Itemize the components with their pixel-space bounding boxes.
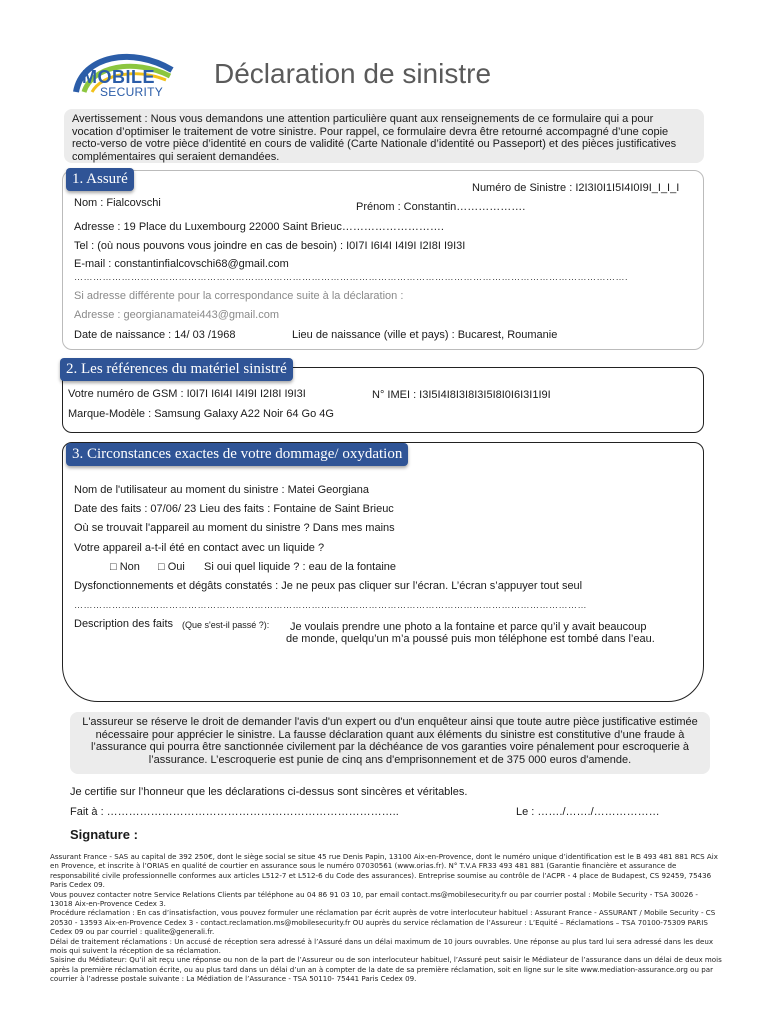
adresse-field: Adresse : 19 Place du Luxembourg 22000 Saint Brieuc………………………. bbox=[74, 221, 444, 233]
description-line-1: Je voulais prendre une photo a la fontaine et parce qu’il y avait beaucoup bbox=[290, 621, 647, 633]
checkbox-oui[interactable]: □ Oui bbox=[158, 561, 185, 573]
birth-date-field: Date de naissance : 14/ 03 /1968 bbox=[74, 329, 236, 341]
imei-field: N° IMEI : I3I5I4I8I3I8I3I5I8I0I6I3I1I9I bbox=[372, 389, 551, 401]
section-3-title: 3. Circonstances exactes de votre dommage/ oxydation bbox=[66, 443, 408, 466]
date-place-field: Date des faits : 07/06/ 23 Lieu des faits : Fontaine de Saint Brieuc bbox=[74, 503, 394, 515]
model-field: Marque-Modèle : Samsung Galaxy A22 Noir 64 Go 4G bbox=[68, 408, 334, 420]
logo-security-text: SECURITY bbox=[100, 85, 164, 99]
legal-paragraph: Assurant France - SAS au capital de 392 250€, dont le siège social se situe 45 rue Denis Papin, 13100 Aix-en-Provence, dont le numéro unique d’identification est le B 493 481 881 RCS Aix en Provence, et inscrite à l’ORIAS en qualité de courtier en assurance sous le numéro 07030561 (www.orias.fr). N° T.V.A FR33 493 481 881 (Garantie financière et assurance de responsabilité civile professionnelle conformes aux articles L512-7 et L512-6 du Code des assurances). Entreprise soumise au contrôle de l’ACPR - 4 place de Budapest, CS 92459, 75436 Paris Cedex 09. bbox=[50, 852, 718, 890]
alt-address-field: Adresse : georgianamatei443@gmail.com bbox=[74, 309, 279, 321]
dysfunction-field: Dysfonctionnements et dégâts constatés : Je ne peux pas cliquer sur l’écran. L’écran s’appuyer tout seul bbox=[74, 580, 583, 592]
alt-address-note: Si adresse différente pour la correspondance suite à la déclaration : bbox=[74, 290, 404, 302]
legal-footer bbox=[50, 852, 722, 984]
description-line-2: de monde, quelqu’un m’a poussé puis mon téléphone est tombé dans l’eau. bbox=[286, 633, 655, 645]
logo-mobile-text: MOBILE bbox=[82, 67, 155, 87]
section-2-title: 2. Les références du matériel sinistré bbox=[60, 358, 293, 381]
dotted-line-3: ……………………………………………………………………………………………………………………………………………… bbox=[74, 600, 587, 610]
prenom-field: Prénom : Constantin………………. bbox=[356, 201, 526, 213]
page-title: Déclaration de sinistre bbox=[214, 58, 492, 89]
birth-place-field: Lieu de naissance (ville et pays) : Bucarest, Roumanie bbox=[292, 329, 558, 341]
section-1-title: 1. Assuré bbox=[66, 168, 134, 191]
legal-paragraph: Délai de traitement réclamations : Un accusé de réception sera adressé à l’Assuré dans un délai maximum de 10 jours ouvrables. Une réponse au plus tard lui sera adressé dans les deux mois qui suivent la réception de sa réclamation. bbox=[50, 936, 714, 956]
dotted-line: …………………………………………………………………………………………………………………………………………………………. bbox=[74, 272, 629, 282]
checkbox-non[interactable]: □ Non bbox=[110, 561, 140, 573]
description-label: Description des faits bbox=[74, 618, 174, 630]
certify-text: Je certifie sur l’honneur que les déclarations ci-dessus sont sincères et véritables. bbox=[70, 786, 468, 798]
liquid-question: Votre appareil a-t-il été en contact avec un liquide ? bbox=[74, 542, 325, 554]
warning-note: Avertissement : Nous vous demandons une attention particulière quant aux renseignements de ce formulaire qui a pour vocation d’optimiser le traitement de votre sinistre. Pour rappel, ce formulaire devra être retourné accompagné d’une copie recto-verso de votre pièce d’identité en cours de validité (Carte Nationale d’identité ou Passeport) et des pièces justificatives complémentaires qui seraient demandées. bbox=[64, 109, 704, 163]
liquid-which-field: Si oui quel liquide ? : eau de la fontaine bbox=[204, 561, 397, 573]
user-field: Nom de l'utilisateur au moment du sinistre : Matei Georgiana bbox=[74, 484, 369, 496]
tel-field: Tel : (où nous pouvons vous joindre en cas de besoin) : I0I7I I6I4I I4I9I I2I8I I9I3I bbox=[74, 240, 466, 252]
description-hint: (Que s'est-il passé ?): bbox=[182, 620, 270, 630]
nom-field: Nom : Fialcovschi bbox=[74, 197, 161, 209]
email-field: E-mail : constantinfialcovschi68@gmail.com bbox=[74, 258, 289, 270]
insurer-note: L'assureur se réserve le droit de demander l'avis d'un expert ou d'un enquêteur ainsi que toute autre pièce justificative estimée nécessaire pour apprécier le sinistre. La fausse déclaration quant aux éléments du sinistre est constitutive d’une fraude à l’assurance qui pourra être sanctionnée civilement par la déchéance de vos garanties voire pénalement pour escroquerie à l’assurance. L’escroquerie est punie de cinq ans d'emprisonnement et de 375 000 euros d'amende. bbox=[70, 712, 710, 774]
signature-label: Signature : bbox=[70, 827, 138, 842]
sinistre-number: Numéro de Sinistre : I2I3I0I1I5I4I0I9I_I_I_I bbox=[472, 182, 680, 194]
gsm-field: Votre numéro de GSM : I0I7I I6I4I I4I9I I2I8I I9I3I bbox=[68, 388, 306, 400]
legal-paragraph: Saisine du Médiateur: Qu’il ait reçu une réponse ou non de la part de l’Assureur ou de son interlocuteur habituel, l’Assuré peut saisir le Médiateur de l’assurance dans un délai de deux mois après la première réclamation écrite, ou au plus tard dans un délai d’un an à compter de la date de sa première réclamation, soit en ligne sur le site www.mediation-assurance.org ou par courrier à l’adresse postale suivante : La Médiation de l’Assurance - TSA 50110- 75441 Paris Cedex 09. bbox=[50, 955, 722, 984]
device-location-field: Où se trouvait l'appareil au moment du sinistre ? Dans mes mains bbox=[74, 522, 395, 534]
le-field: Le : ……./……./……………… bbox=[516, 806, 660, 818]
fait-a-field: Fait à : …………………………………………………………………….. bbox=[70, 806, 399, 818]
legal-paragraph: Procédure réclamation : En cas d’insatisfaction, vous pouvez formuler une réclamation par écrit auprès de votre interlocuteur habituel : Assurant France - ASSURANT / Mobile Security - CS 20530 - 13593 Aix-en-Provence Cedex 3 - contact.reclamation.ms@mobilesecurity.fr OU auprès du service réclamation de l’Assureur : L’Equité – Réclamations – TSA 70100-75309 PARIS Cedex 09 ou par courriel : qualite@generali.fr. bbox=[50, 908, 716, 937]
logo bbox=[72, 48, 182, 104]
legal-paragraph: Vous pouvez contacter notre Service Relations Clients par téléphone au 04 86 91 03 10, par email contact.ms@mobilesecurity.fr ou par courrier postal : Mobile Security - TSA 30026 - 13018 Aix-en-Provence Cedex 3. bbox=[50, 889, 698, 909]
